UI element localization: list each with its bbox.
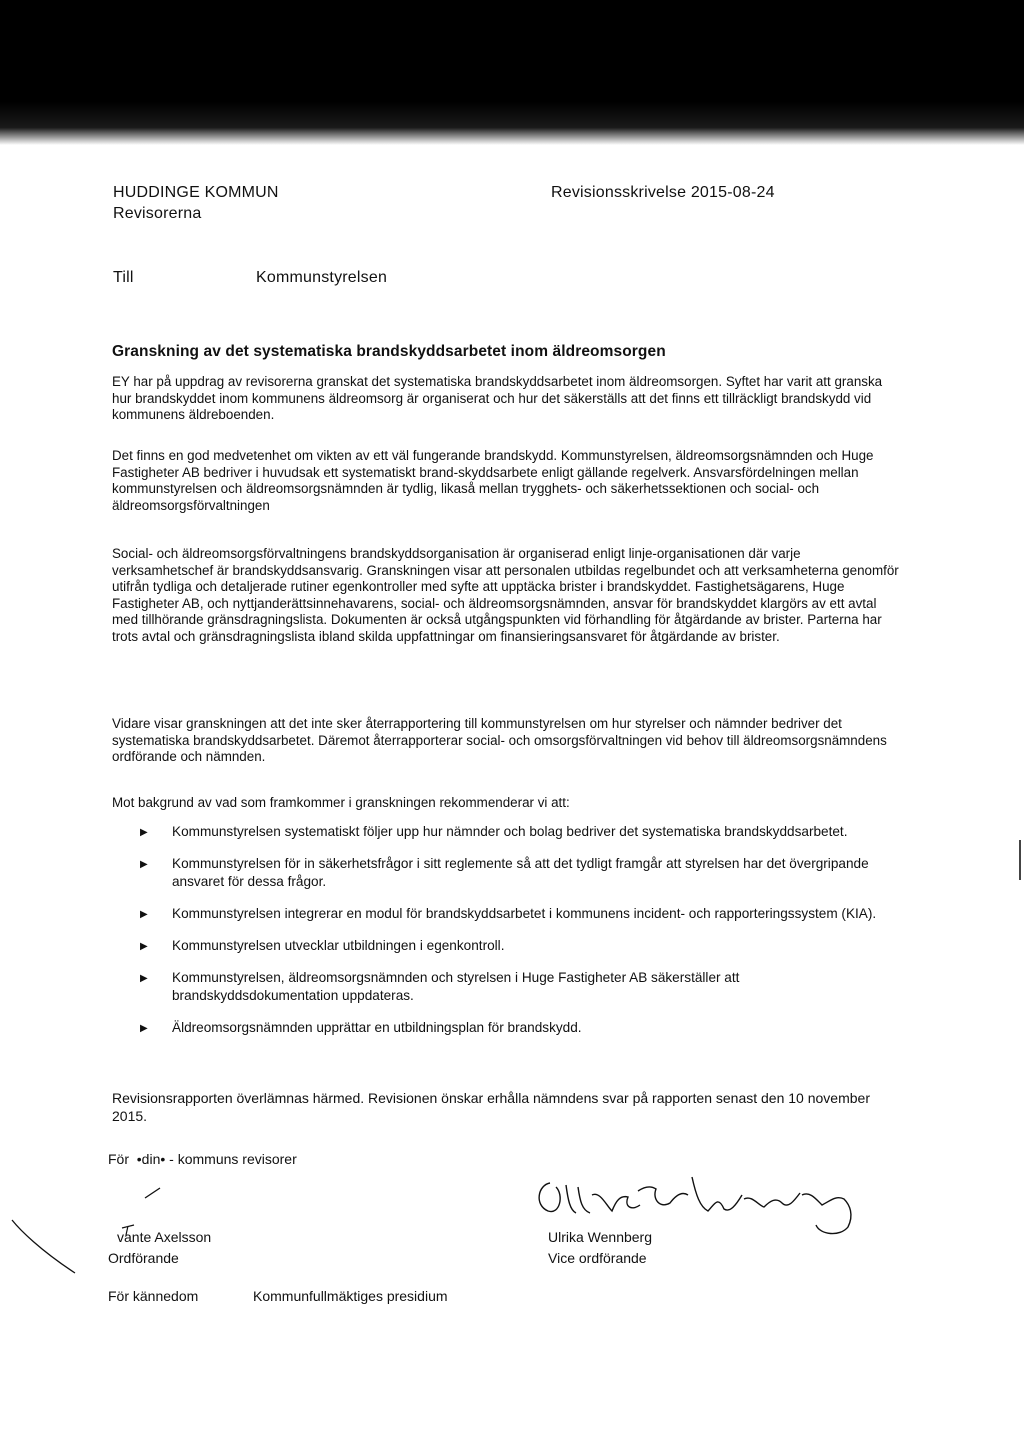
list-item	[112, 855, 892, 891]
recommendation-text: Kommunstyrelsen systematiskt följer upp hur nämnder och bolag bedriver det systematiska brandskyddsarbetet.	[172, 824, 848, 839]
organization-name: HUDDINGE KOMMUN	[113, 184, 279, 201]
bullet-arrow-icon: ▶	[140, 909, 148, 920]
bullet-arrow-icon: ▶	[140, 941, 148, 952]
paragraph-recommendation-intro: Mot bakgrund av vad som framkommer i granskningen rekommenderar vi att:	[112, 795, 570, 810]
recommendation-text: Kommunstyrelsen integrerar en modul för brandskyddsarbetet i kommunens incident- och rapporteringssystem (KIA).	[172, 906, 877, 921]
bullet-arrow-icon: ▶	[140, 1023, 148, 1034]
list-item	[112, 1019, 892, 1037]
bullet-arrow-icon: ▶	[140, 973, 148, 984]
recommendation-text: Kommunstyrelsen för in säkerhetsfrågor i sitt reglemente så att det tydligt framgår att styrelsen har det övergripande ansvaret för dessa frågor.	[172, 856, 869, 889]
recommendation-text: Äldreomsorgsnämnden upprättar en utbildningsplan för brandskydd.	[172, 1020, 582, 1035]
scan-dark-band	[0, 0, 1024, 145]
paragraph-awareness: Det finns en god medvetenhet om vikten av ett väl fungerande brandskydd. Kommunstyrelsen, äldreomsorgsnämnden och Huge Fastigheter AB bedriver i huvudsak ett systematiskt brand-skyddsarbete enligt gällande regelverk. Ansvarsfördelningen mellan kommunstyrelsen och äldreomsorgsnämnden är tydlig, likaså mellan trygghets- och säkerhetssektionen och social- och äldreomsorgsförvaltningen	[112, 448, 874, 513]
list-item	[112, 823, 892, 841]
cc-recipient: Kommunfullmäktiges presidium	[253, 1288, 448, 1304]
paragraph-reporting: Vidare visar granskningen att det inte sker återrapportering till kommunstyrelsen om hur styrelser och nämnder bedriver det systematiska brandskyddsarbetet. Däremot återrapporterar social- och omsorgsförvaltningen vid behov till äldreomsorgsnämndens ordförande och nämnden.	[112, 716, 887, 764]
scan-edge-mark	[1019, 840, 1021, 880]
closing-paragraph: Revisionsrapporten överlämnas härmed. Revisionen önskar erhålla nämndens svar på rapporten senast den 10 november 2015.	[112, 1090, 870, 1124]
cc-label: För kännedom	[108, 1288, 199, 1304]
recommendation-text: Kommunstyrelsen utvecklar utbildningen i egenkontroll.	[172, 938, 505, 953]
bullet-arrow-icon: ▶	[140, 827, 148, 838]
bullet-arrow-icon: ▶	[140, 859, 148, 870]
recipient-label: Till	[113, 269, 134, 286]
paragraph-organisation: Social- och äldreomsorgsförvaltningens brandskyddsorganisation är organiserad enligt linje-organisationen där varje verksamhetschef är brandskyddsansvarig. Granskningen visar att personalen utbildas regelbundet och att verksamheterna genomför utifrån tydliga och detaljerade rutiner egenkontroller med syfte att upptäcka brister i brandskyddet. Fastighetsägarens, Huge Fastigheter AB, och nyttjanderättsinnehavarens, social- och äldreomsorgsnämnden, ansvar för brandskyddet klargörs av ett avtal med tillhörande gränsdragningslista. Dokumenten är också utgångspunkten vid förhandling för åtgärdande av brister. Parterna har trots avtal och gränsdragningslista ibland skilda uppfattningar om finansieringsansvaret för åtgärdande av brister.	[112, 546, 899, 644]
recommendation-list	[112, 823, 892, 1051]
list-item	[112, 905, 892, 923]
signature-stroke-icon	[0, 1170, 200, 1285]
list-item	[112, 937, 892, 955]
recipient-name: Kommunstyrelsen	[256, 269, 388, 286]
paragraph-intro: EY har på uppdrag av revisorerna granskat det systematiska brandskyddsarbetet inom äldreomsorgen. Syftet har varit att granska hur brandskyddet inom kommunens äldreomsorg är organiserat och hur det säkerställs att det finns ett tillräckligt brandskydd vid kommunens äldreboenden.	[112, 374, 883, 422]
list-item	[112, 969, 892, 1005]
signatory-role-vice-chair: Vice ordförande	[548, 1250, 647, 1266]
document-title: Granskning av det systematiska brandskyddsarbetet inom äldreomsorgen	[112, 343, 666, 360]
signature-intro: För •din• - kommuns revisorer	[108, 1151, 297, 1167]
signatory-name-chair: vante Axelsson	[117, 1229, 212, 1245]
recommendation-text: Kommunstyrelsen, äldreomsorgsnämnden och styrelsen i Huge Fastigheter AB säkerställer att brandskyddsdokumentation uppdateras.	[172, 970, 740, 1003]
signatory-name-vice-chair: Ulrika Wennberg	[548, 1229, 653, 1245]
signatory-role-chair: Ordförande	[108, 1250, 179, 1266]
document-type-date: Revisionsskrivelse 2015-08-24	[551, 184, 775, 201]
department-name: Revisorerna	[113, 205, 202, 222]
